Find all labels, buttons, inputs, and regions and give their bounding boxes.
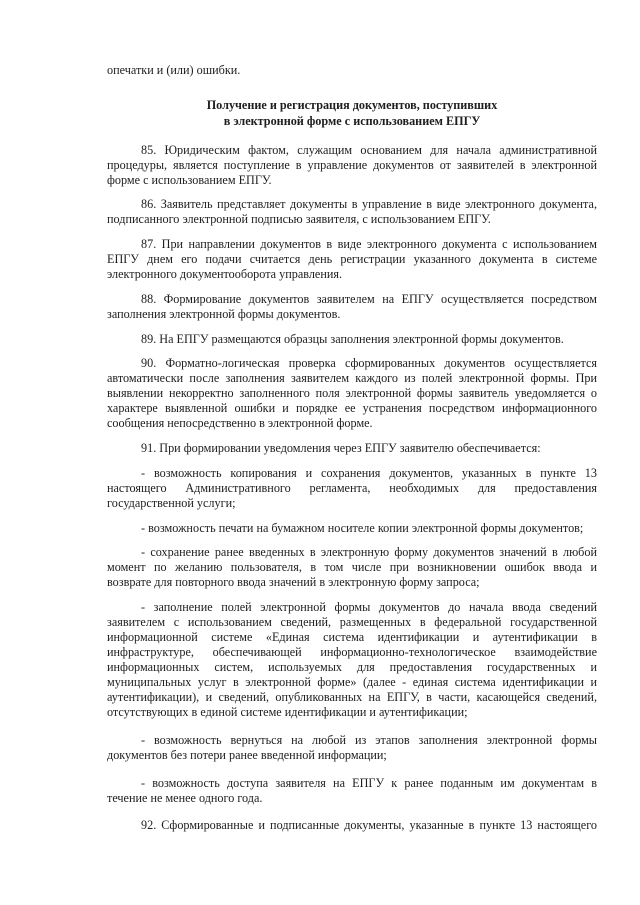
paragraph-87-line-2: ЕПГУ днем его подачи считается день регистрации указанного документа в системе [107, 252, 597, 266]
paragraph-88-line-1: 88. Формирование документов заявителем на ЕПГУ осуществляется посредством [141, 292, 597, 306]
bullet-6-line-2: течение не менее одного года. [107, 791, 263, 805]
bullet-4-line-4: инфраструктуре, обеспечивающей информационно-технологическое взаимодействие [107, 645, 597, 659]
bullet-1-line-2: настоящего Административного регламента, необходимых для предоставления [107, 481, 597, 495]
paragraph-91-line-1: 91. При формировании уведомления через ЕПГУ заявителю обеспечивается: [141, 441, 541, 455]
paragraph-86-line-1: 86. Заявитель представляет документы в управление в виде электронного документа, [141, 197, 597, 211]
bullet-4-line-2: заявителем с использованием сведений, размещенных в федеральной государственной [107, 615, 597, 629]
paragraph-85-line-3: форме с использованием ЕПГУ. [107, 173, 272, 187]
bullet-6-line-1: - возможность доступа заявителя на ЕПГУ к ранее поданным им документам в [141, 776, 597, 790]
paragraph-88-line-2: заполнения электронной формы документов. [107, 307, 341, 321]
paragraph-85-line-2: процедуры, является поступление в управление документов от заявителей в электронной [107, 158, 597, 172]
bullet-3-line-3: возврате для повторного ввода значений в электронную форму запроса; [107, 575, 480, 589]
paragraph-86-line-2: подписанного электронной подписью заявителя, с использованием ЕПГУ. [107, 212, 491, 226]
bullet-3-line-1: - сохранение ранее введенных в электронную форму документов значений в любой [141, 545, 597, 559]
bullet-2-line-1: - возможность печати на бумажном носителе копии электронной формы документов; [141, 521, 584, 535]
bullet-3-line-2: момент по желанию пользователя, в том числе при возникновении ошибок ввода и [107, 560, 597, 574]
paragraph-90-line-1: 90. Форматно-логическая проверка сформированных документов осуществляется [141, 356, 597, 370]
bullet-4-line-7: аутентификации), и сведений, опубликованных на ЕПГУ, в части, касающейся сведений, [107, 690, 597, 704]
paragraph-85-line-1: 85. Юридическим фактом, служащим основанием для начала административной [141, 143, 597, 157]
paragraph-90-line-2: автоматически после заполнения заявителем каждого из полей электронной формы. При [107, 371, 597, 385]
paragraph-87-line-1: 87. При направлении документов в виде электронного документа с использованием [141, 237, 597, 251]
section-heading-line-1: Получение и регистрация документов, поступивших [206, 98, 498, 112]
bullet-4-line-5: информационных систем, используемых для предоставления государственных и [107, 660, 597, 674]
bullet-4-line-8: отсутствующих в единой системе идентификации и аутентификации; [107, 705, 468, 719]
bullet-1-line-3: государственной услуги; [107, 496, 236, 510]
paragraph-90-line-3: выявлении некорректно заполненного поля электронной формы заявитель уведомляется о [107, 386, 597, 400]
bullet-1-line-1: - возможность копирования и сохранения документов, указанных в пункте 13 [141, 466, 597, 480]
paragraph-92-line-1: 92. Сформированные и подписанные документы, указанные в пункте 13 настоящего [141, 818, 597, 832]
bullet-4-line-3: информационной системе «Единая система идентификации и аутентификации в [107, 630, 597, 644]
bullet-5-line-1: - возможность вернуться на любой из этапов заполнения электронной формы [141, 733, 597, 747]
section-heading-line-2: в электронной форме с использованием ЕПГУ [223, 114, 481, 128]
bullet-4-line-1: - заполнение полей электронной формы документов до начала ввода сведений [141, 600, 597, 614]
paragraph-87-line-3: электронного документооборота управления. [107, 267, 343, 281]
bullet-5-line-2: документов без потери ранее введенной информации; [107, 748, 387, 762]
paragraph-90-line-5: сообщения непосредственно в электронной форме. [107, 416, 373, 430]
paragraph-90-line-4: характере выявленной ошибки и порядке ее устранения посредством информационного [107, 401, 597, 415]
continuation-line: опечатки и (или) ошибки. [107, 63, 241, 77]
paragraph-89-line-1: 89. На ЕПГУ размещаются образцы заполнения электронной формы документов. [141, 332, 564, 346]
bullet-4-line-6: муниципальных услуг в электронной форме» (далее - единая система идентификации и [107, 675, 597, 689]
